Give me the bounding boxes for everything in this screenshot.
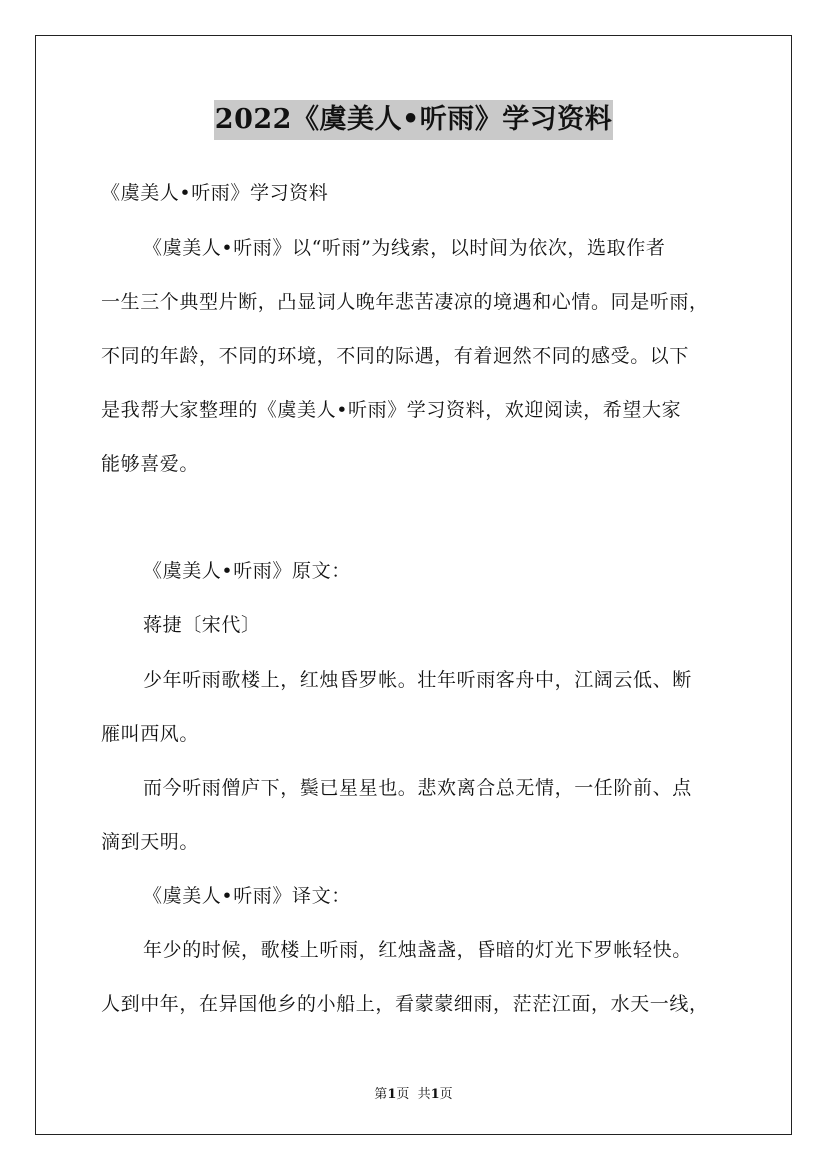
translation-line-1: 年少的时候，歌楼上听雨，红烛盏盏，昏暗的灯光下罗帐轻快。 bbox=[143, 939, 692, 961]
original-heading: 《虞美人•听雨》原文： bbox=[143, 560, 351, 582]
footer-total-pages: 1 bbox=[430, 1087, 440, 1102]
footer-page-number: 1 bbox=[387, 1087, 397, 1102]
poem-line-2: 雁叫西风。 bbox=[101, 723, 200, 745]
poem-line-1: 少年听雨歌楼上，红烛昏罗帐。壮年听雨客舟中，江阔云低、断 bbox=[143, 669, 692, 691]
document-subtitle: 《虞美人•听雨》学习资料 bbox=[101, 182, 329, 204]
intro-line-5: 能够喜爱。 bbox=[101, 453, 200, 475]
intro-line-3: 不同的年龄，不同的环境，不同的际遇，有着迥然不同的感受。以下 bbox=[101, 345, 690, 367]
intro-line-2: 一生三个典型片断，凸显词人晚年悲苦凄凉的境遇和心情。同是听雨， bbox=[101, 291, 709, 313]
document-title: 2022《虞美人•听雨》学习资料 bbox=[214, 100, 613, 140]
translation-line-2: 人到中年，在异国他乡的小船上，看蒙蒙细雨，茫茫江面，水天一线， bbox=[101, 993, 709, 1015]
poem-line-4: 滴到天明。 bbox=[101, 831, 200, 853]
poem-line-3: 而今听雨僧庐下，鬓已星星也。悲欢离合总无情，一任阶前、点 bbox=[143, 777, 692, 799]
page-footer bbox=[0, 1083, 827, 1102]
title-container bbox=[0, 100, 827, 140]
intro-line-1: 《虞美人•听雨》以“听雨”为线索，以时间为依次，选取作者 bbox=[143, 237, 666, 259]
footer-mid: 页 共 bbox=[396, 1087, 431, 1102]
footer-suffix: 页 bbox=[439, 1087, 453, 1102]
poem-author: 蒋捷〔宋代〕 bbox=[143, 614, 261, 636]
intro-line-4: 是我帮大家整理的《虞美人•听雨》学习资料，欢迎阅读，希望大家 bbox=[101, 399, 682, 421]
footer-prefix: 第 bbox=[374, 1087, 388, 1102]
translation-heading: 《虞美人•听雨》译文： bbox=[143, 885, 351, 907]
